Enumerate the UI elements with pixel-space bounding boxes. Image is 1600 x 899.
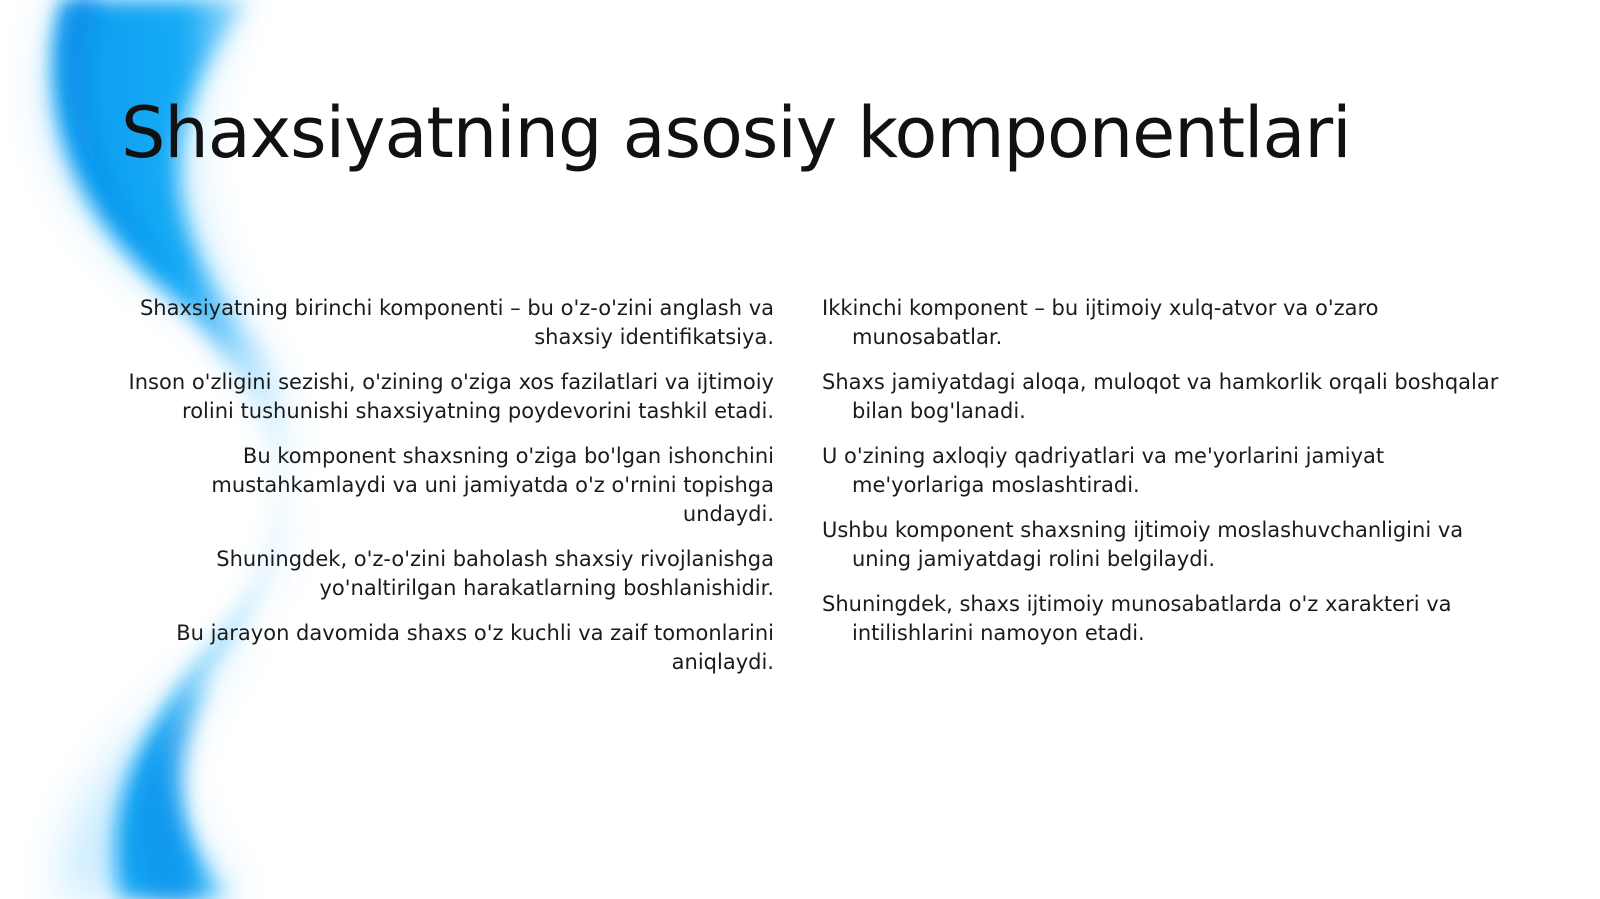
- slide-title: Shaxsiyatning asosiy komponentlari: [121, 92, 1351, 174]
- left-paragraph: Inson o'zligini sezishi, o'zining o'ziga xos fazilatlari va ijtimoiy rolini tushunishi shaxsiyatning poydevorini tashkil etadi.: [128, 370, 774, 423]
- right-paragraph: U o'zining axloqiy qadriyatlari va me'yorlarini jamiyat me'yorlariga moslashtiradi.: [822, 444, 1385, 497]
- right-paragraph: Shaxs jamiyatdagi aloqa, muloqot va hamkorlik orqali boshqalar bilan bog'lanadi.: [822, 370, 1499, 423]
- right-paragraph: Shuningdek, shaxs ijtimoiy munosabatlarda o'z xarakteri va intilishlarini namoyon etadi.: [822, 592, 1452, 645]
- right-column-list: [822, 294, 1502, 664]
- left-paragraph: Bu komponent shaxsning o'ziga bo'lgan ishonchini mustahkamlaydi va uni jamiyatda o'z o'rnini topishga undaydi.: [211, 444, 774, 526]
- left-column-list: [118, 294, 774, 693]
- left-paragraph: Shaxsiyatning birinchi komponenti – bu o'z-o'zini anglash va shaxsiy identifikatsiya.: [139, 296, 774, 349]
- left-paragraph: Bu jarayon davomida shaxs o'z kuchli va zaif tomonlarini aniqlaydi.: [176, 621, 774, 674]
- right-paragraph: Ushbu komponent shaxsning ijtimoiy moslashuvchanligini va uning jamiyatdagi rolini belgilaydi.: [822, 518, 1464, 571]
- right-paragraph: Ikkinchi komponent – bu ijtimoiy xulq-atvor va o'zaro munosabatlar.: [822, 296, 1379, 349]
- left-paragraph: Shuningdek, o'z-o'zini baholash shaxsiy rivojlanishga yo'naltirilgan harakatlarning boshlanishidir.: [216, 547, 774, 600]
